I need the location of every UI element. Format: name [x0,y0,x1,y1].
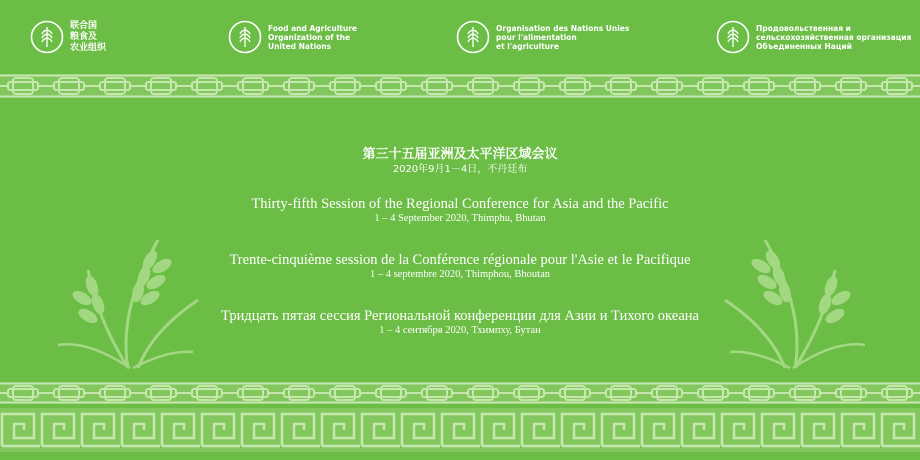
chinese-subtitle: 2020年9月1－4日，不丹廷布 [392,164,528,175]
fao-logo-chinese[interactable] [30,20,106,54]
logo-text: 联合国 粮食及 农业组织 [70,20,107,53]
logo-row [0,20,920,60]
fao-emblem-icon [716,20,750,54]
french-title: Trente-cinquième session de la Conférence régionale pour l'Asie et le Pacifique [229,252,691,268]
chinese-title: 第三十五届亚洲及太平洋区域会议 [362,147,558,162]
top-ornament-band [0,74,920,98]
wheat-sheaf-icon [58,220,208,370]
russian-subtitle: 1 – 4 сентября 2020, Тхимпху, Бутан [379,325,541,336]
fao-logo-french[interactable] [456,20,629,54]
logo-text: Продовольственная и сельскохозяйственная организация Объединенных Наций [756,23,912,51]
wheat-sheaf-icon [715,220,865,370]
logo-text: Organisation des Nations Unies pour l'alimentation et l'agriculture [496,23,630,51]
logo-text: Food and Agriculture Organization of the United Nations [268,23,357,51]
fao-emblem-icon [456,20,490,54]
russian-title: Тридцать пятая сессия Региональной конференции для Азии и Тихого океана [221,308,699,324]
fao-logo-russian[interactable] [716,20,911,54]
bottom-meander-band [0,408,920,452]
fao-emblem-icon [30,20,64,54]
fao-logo-english[interactable] [228,20,357,54]
english-subtitle: 1 – 4 September 2020, Thimphu, Bhutan [374,213,546,224]
french-subtitle: 1 – 4 septembre 2020, Thimphou, Bhoutan [369,269,551,280]
fao-emblem-icon [228,20,262,54]
english-title: Thirty-fifth Session of the Regional Conference for Asia and the Pacific [251,196,669,212]
bottom-knot-band [0,382,920,404]
